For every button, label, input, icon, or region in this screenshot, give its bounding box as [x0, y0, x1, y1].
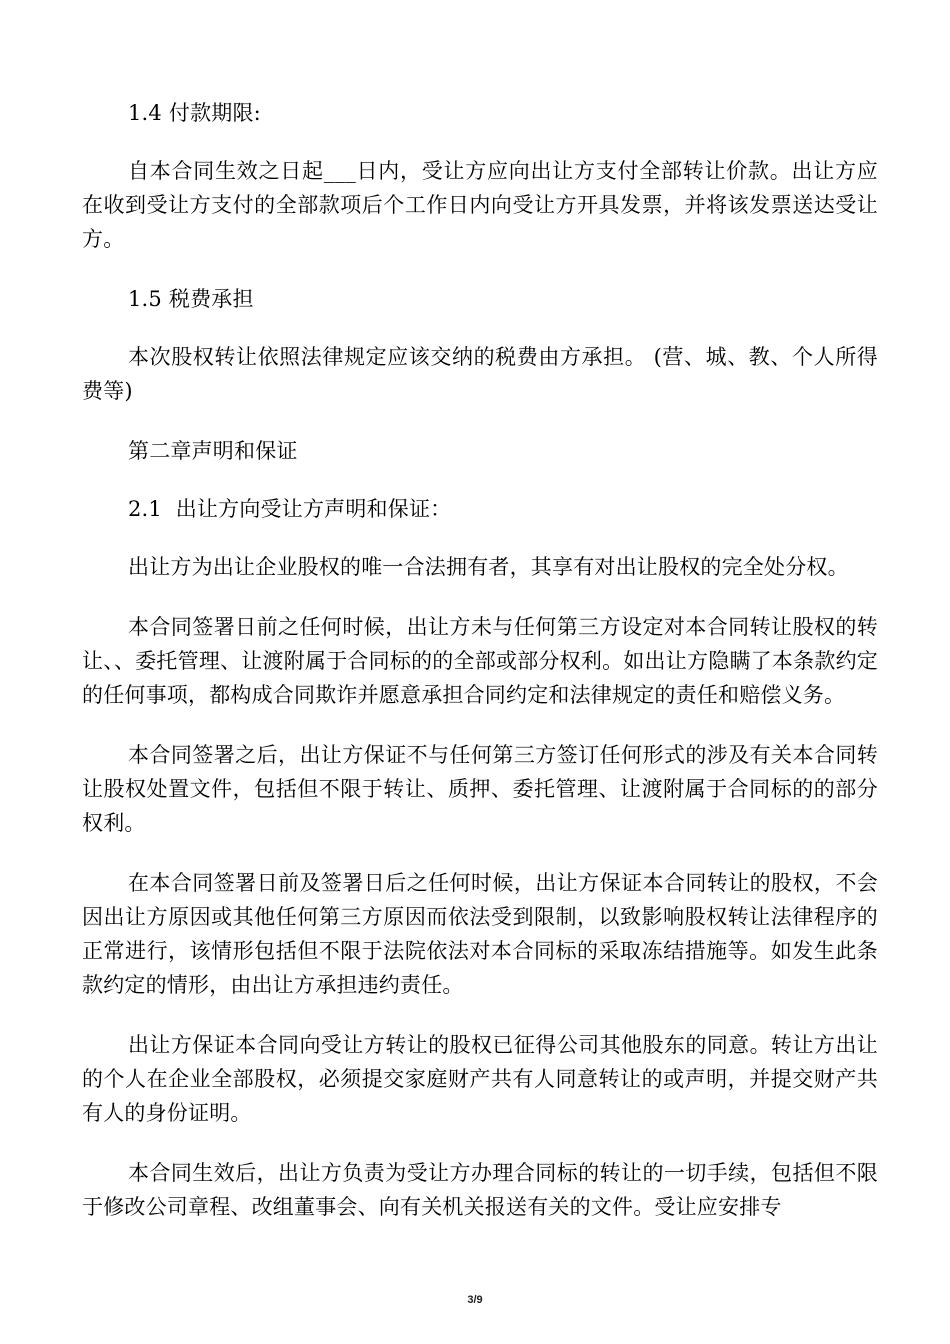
- body-paragraph: 出让方保证本合同向受让方转让的股权已征得公司其他股东的同意。转让方出让的个人在企业全部股权，必须提交家庭财产共有人同意转让的或声明，并提交财产共有人的身份证明。: [82, 1033, 878, 1125]
- section-heading: 1.5 税费承担: [128, 287, 254, 311]
- body-paragraph: 在本合同签署日前及签署日后之任何时候，出让方保证本合同转让的股权，不会因出让方原因或其他任何第三方原因而依法受到限制，以致影响股权转让法律程序的正常进行，该情形包括但不限于法院依法对本合同标的采取冻结措施等。如发生此条款约定的情形，由出让方承担违约责任。: [82, 871, 878, 997]
- section-heading: 2.1 出让方向受让方声明和保证：: [128, 497, 452, 521]
- body-paragraph: 本合同签署日前之任何时候，出让方未与任何第三方设定对本合同转让股权的转让、、委托管理、让渡附属于合同标的的全部或部分权利。如出让方隐瞒了本条款约定的任何事项，都构成合同欺诈并愿意承担合同约定和法律规定的责任和赔偿义务。: [82, 615, 878, 707]
- section-heading: 1.4 付款期限:: [128, 101, 261, 125]
- body-paragraph: 自本合同生效之日起___日内，受让方应向出让方支付全部转让价款。出让方应在收到受让方支付的全部款项后个工作日内向受让方开具发票，并将该发票送达受让方。: [82, 159, 878, 251]
- body-paragraph: 本合同生效后，出让方负责为受让方办理合同标的转让的一切手续，包括但不限于修改公司章程、改组董事会、向有关机关报送有关的文件。受让应安排专: [82, 1161, 878, 1219]
- section-heading: 第二章声明和保证: [128, 439, 298, 463]
- body-paragraph: 本次股权转让依照法律规定应该交纳的税费由方承担。 (营、城、教、个人所得费等): [82, 345, 878, 403]
- body-paragraph: 出让方为出让企业股权的唯一合法拥有者，其享有对出让股权的完全处分权。: [128, 555, 849, 579]
- document-body: [82, 96, 878, 1250]
- body-paragraph: 本合同签署之后，出让方保证不与任何第三方签订任何形式的涉及有关本合同转让股权处置文件，包括但不限于转让、质押、委托管理、让渡附属于合同标的的部分权利。: [82, 743, 878, 835]
- page-number: 3/9: [467, 1294, 483, 1306]
